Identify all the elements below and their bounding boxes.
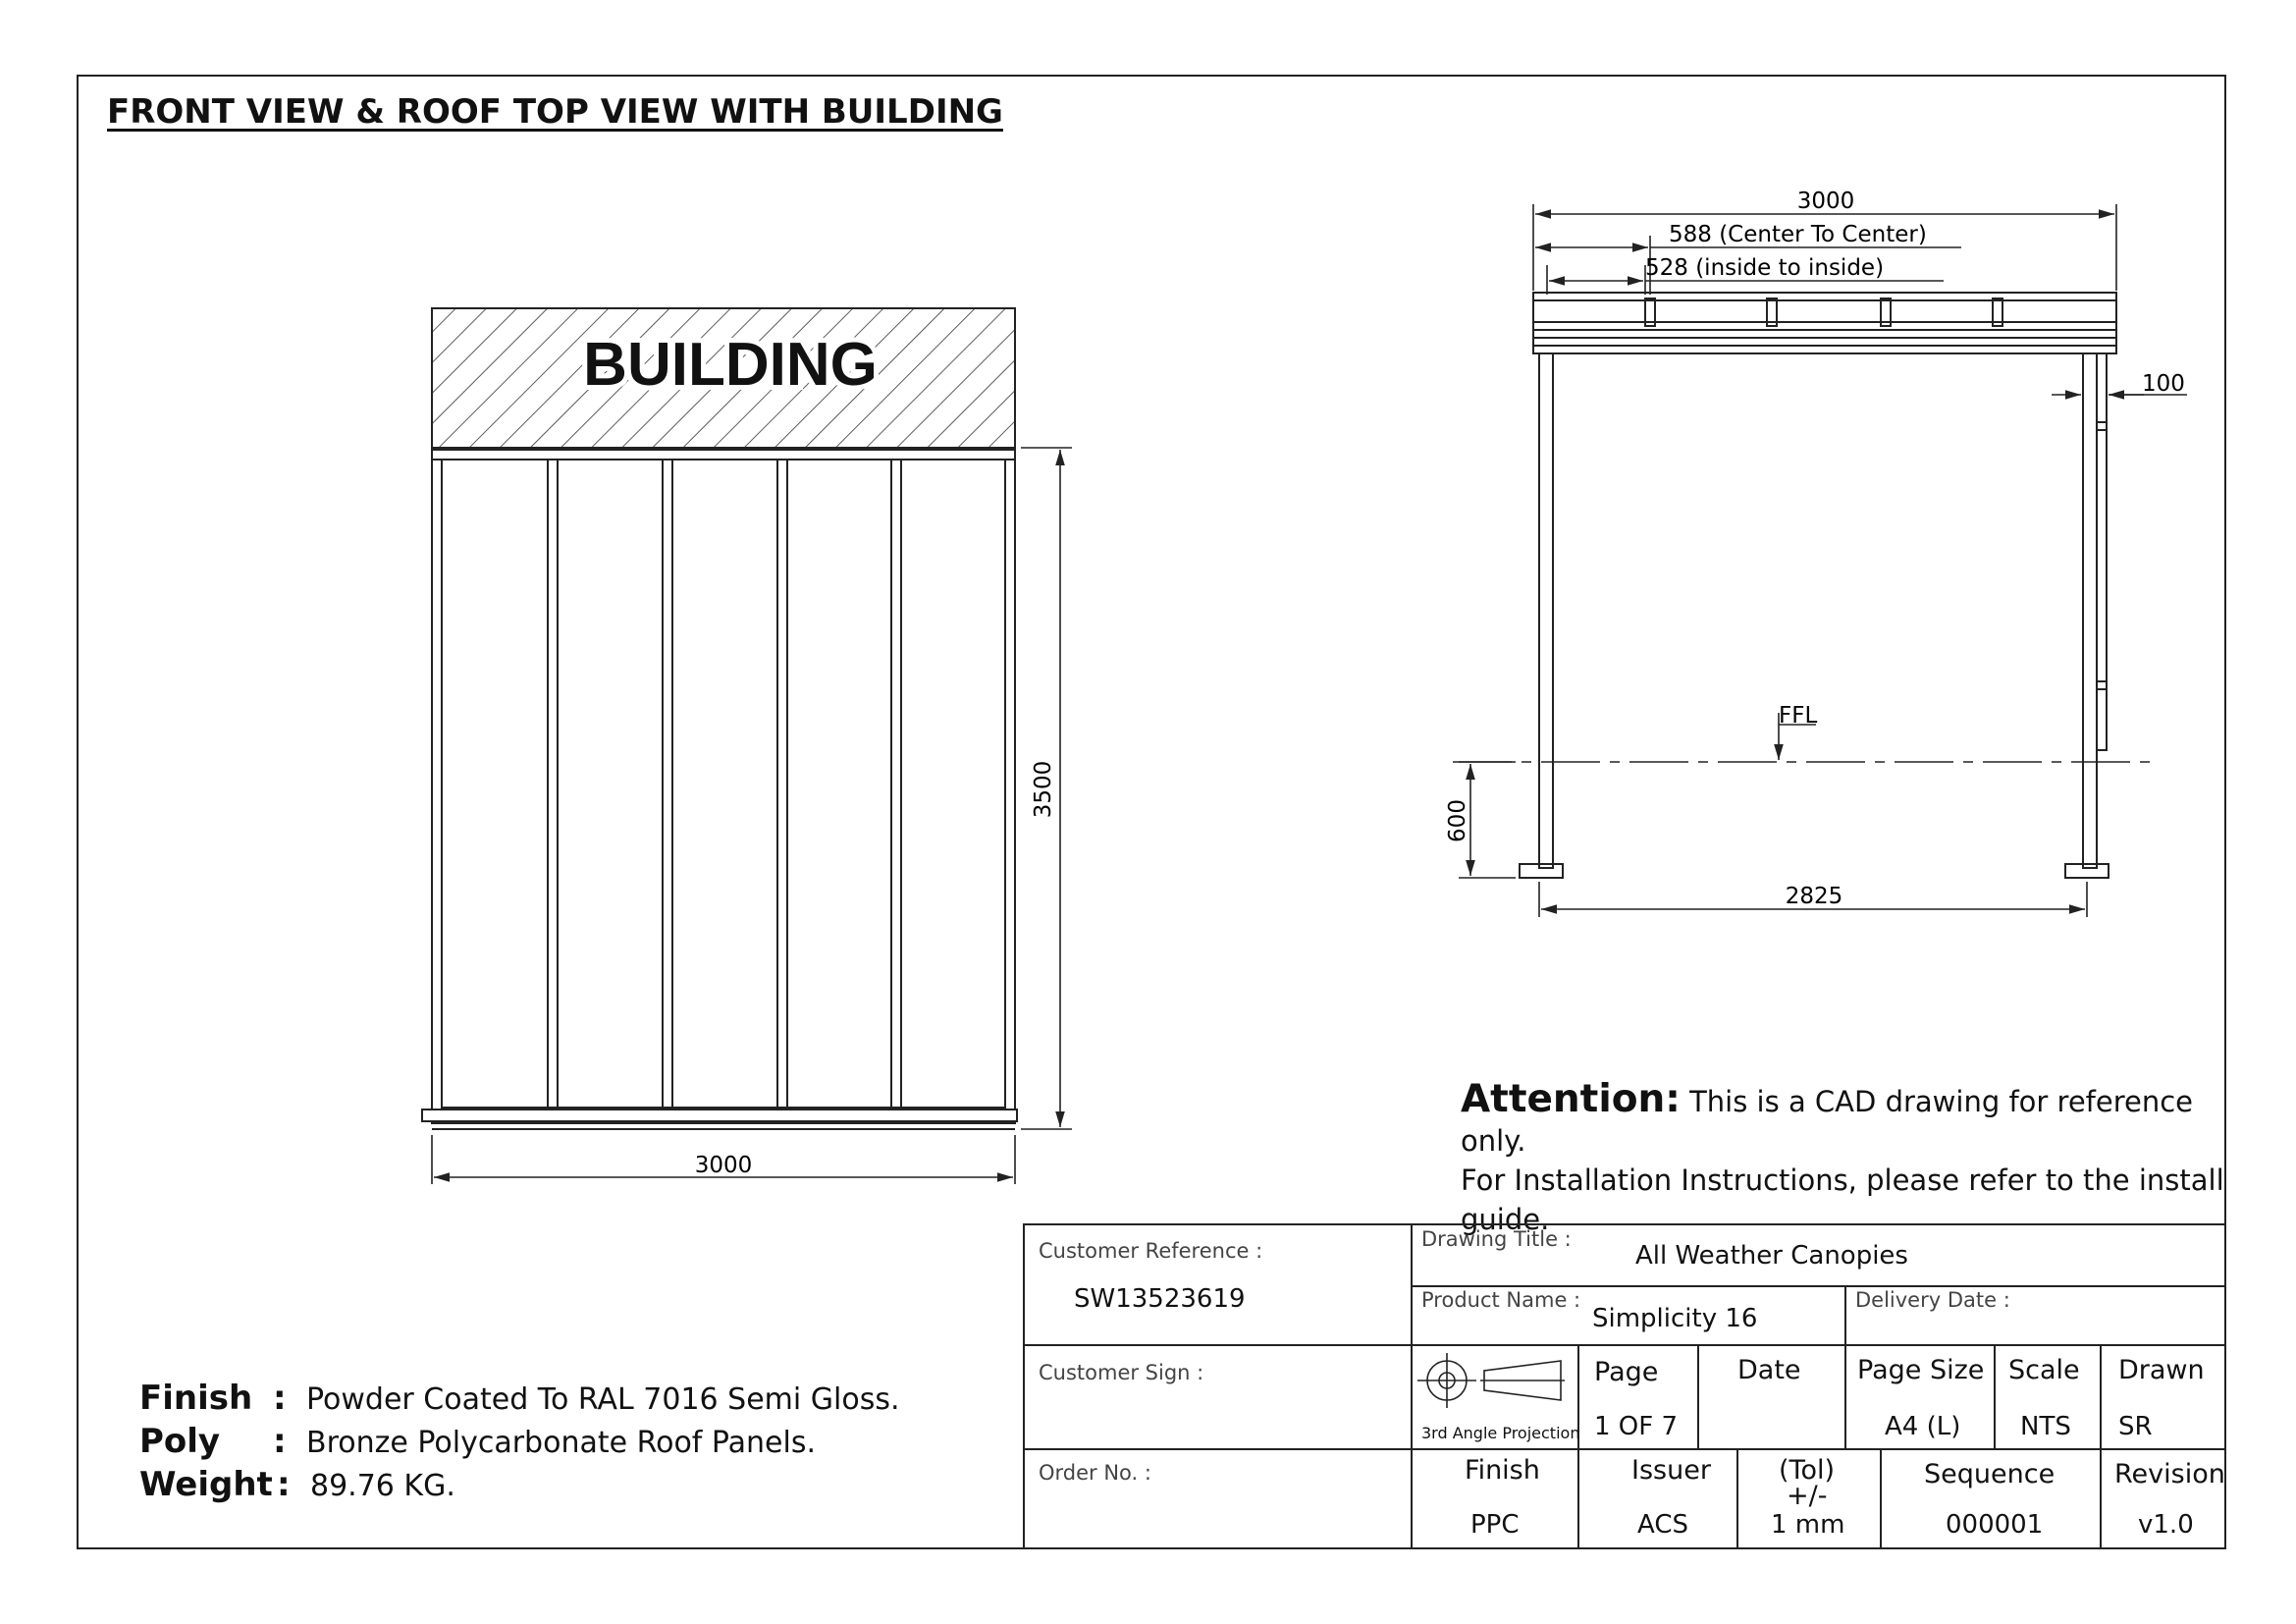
customer-reference-value: SW13523619	[1074, 1284, 1246, 1314]
sequence-value: 000001	[1946, 1510, 2044, 1540]
wall-gap-dim: 100	[2142, 371, 2185, 397]
post-span-dim: 2825	[1785, 884, 1843, 909]
tol-pm: +/-	[1787, 1481, 1828, 1511]
spec-weight-label: Weight	[139, 1465, 273, 1504]
center-to-center-dim: 588 (Center To Center)	[1669, 222, 1927, 247]
projection-label: 3rd Angle Projection	[1421, 1424, 1580, 1442]
inside-to-inside-dim: 528 (inside to inside)	[1645, 255, 1885, 281]
title-block	[1023, 1223, 2226, 1549]
spec-poly-label: Poly	[139, 1422, 221, 1461]
revision-value: v1.0	[2138, 1510, 2194, 1540]
attention-note	[1461, 1077, 2226, 1239]
page-size-value: A4 (L)	[1885, 1412, 1961, 1441]
left-width-dim: 3000	[694, 1153, 753, 1178]
spec-poly-sep: :	[273, 1422, 287, 1461]
ffl-label: FFL	[1779, 703, 1818, 729]
date-label: Date	[1737, 1355, 1801, 1385]
spec-finish-value: Powder Coated To RAL 7016 Semi Gloss.	[306, 1382, 900, 1417]
drawn-value: SR	[2118, 1412, 2153, 1441]
drawn-label: Drawn	[2118, 1355, 2205, 1385]
issuer-value: ACS	[1637, 1510, 1688, 1540]
revision-label: Revision	[2114, 1459, 2225, 1489]
spec-poly-value: Bronze Polycarbonate Roof Panels.	[306, 1426, 816, 1460]
customer-sign-label: Customer Sign :	[1039, 1361, 1204, 1384]
issuer-label: Issuer	[1631, 1455, 1711, 1486]
product-name-label: Product Name :	[1421, 1288, 1581, 1312]
spec-weight-sep: :	[277, 1465, 291, 1504]
footing-depth-dim: 600	[1445, 799, 1470, 842]
attention-text-1: This is a CAD drawing for reference only.	[1461, 1085, 2194, 1158]
scale-label: Scale	[2008, 1355, 2080, 1385]
page-size-label: Page Size	[1857, 1355, 1985, 1385]
customer-reference-label: Customer Reference :	[1039, 1239, 1263, 1263]
page-label: Page	[1594, 1357, 1659, 1387]
delivery-date-label: Delivery Date :	[1855, 1288, 2010, 1312]
spec-finish-sep: :	[273, 1379, 287, 1418]
finish-label: Finish	[1465, 1455, 1540, 1486]
sequence-label: Sequence	[1924, 1459, 2056, 1489]
roof-top-view	[422, 308, 1017, 1129]
page-value: 1 OF 7	[1594, 1412, 1679, 1441]
product-name-value: Simplicity 16	[1592, 1304, 1758, 1333]
tol-label: (Tol)	[1779, 1455, 1835, 1486]
spec-weight-value: 89.76 KG.	[310, 1469, 455, 1503]
scale-value: NTS	[2020, 1412, 2071, 1441]
page-title: FRONT VIEW & ROOF TOP VIEW WITH BUILDING	[107, 92, 1003, 132]
drawing-title-value: All Weather Canopies	[1635, 1241, 1908, 1271]
tol-value: 1 mm	[1771, 1510, 1845, 1540]
drawing-title-label: Drawing Title :	[1421, 1227, 1572, 1251]
attention-heading: Attention:	[1461, 1077, 1681, 1121]
front-view	[1520, 293, 2116, 878]
spec-finish-label: Finish	[139, 1379, 253, 1418]
order-no-label: Order No. :	[1039, 1461, 1151, 1485]
overall-width-dim: 3000	[1796, 189, 1855, 214]
attention-text-2: For Installation Instructions, please refer to the install guide.	[1461, 1164, 2224, 1236]
left-height-dim: 3500	[1031, 760, 1056, 819]
building-label: BUILDING	[583, 331, 878, 399]
finish-value: PPC	[1470, 1510, 1520, 1540]
projection-symbol	[1417, 1353, 1565, 1408]
